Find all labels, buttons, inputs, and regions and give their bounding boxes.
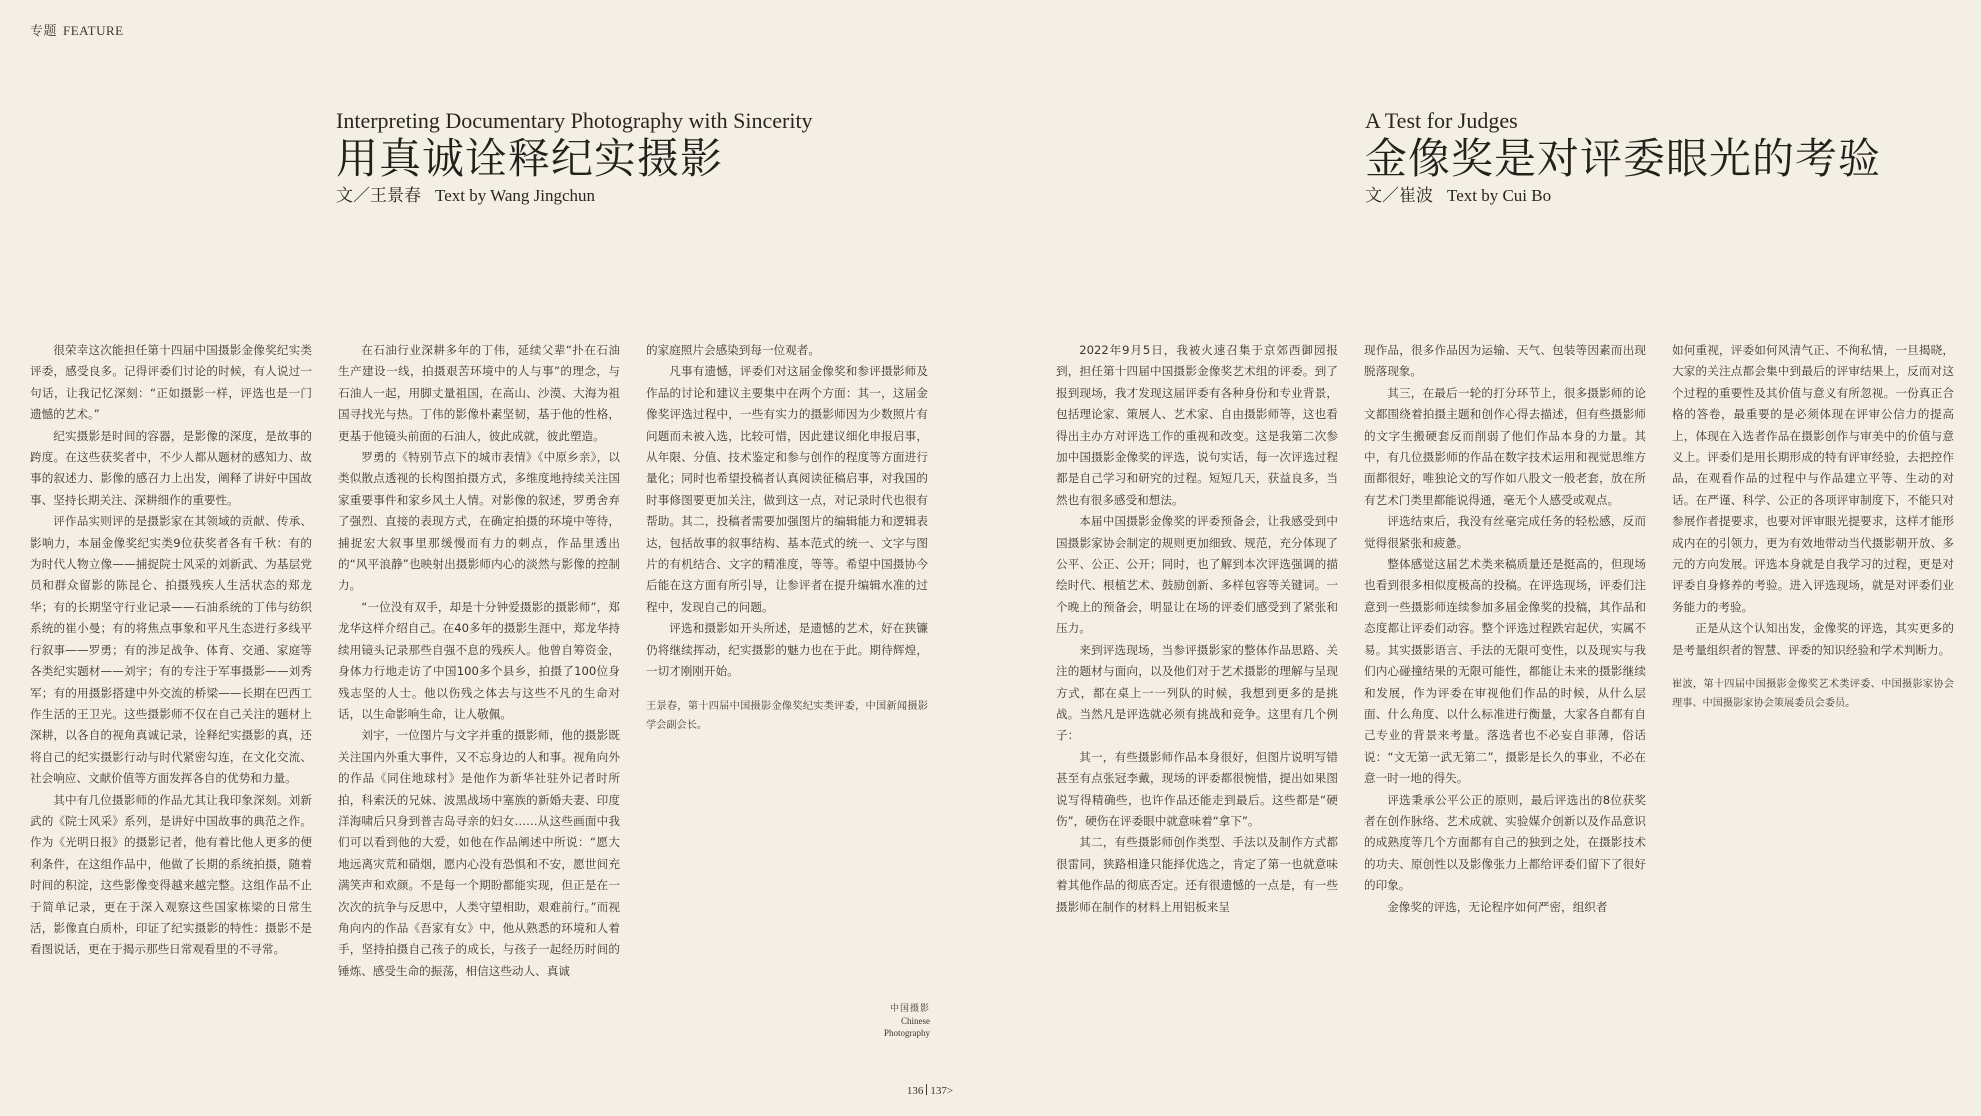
section-tag-zh: 专题 (30, 23, 58, 38)
paragraph: 在石油行业深耕多年的丁伟，延续父辈“扑在石油生产建设一线，拍摄艰苦环境中的人与事”的理念，与石油人一起，用脚丈量祖国，在高山、沙漠、大海为祖国寻找光与热。丁伟的影像朴素坚韧，基于他的性格，更基于他镜头前面的石油人，彼此成就，彼此塑造。 (338, 343, 620, 443)
left-article-byline (336, 184, 813, 208)
paragraph: 其三，在最后一轮的打分环节上，很多摄影师的论文都围绕着拍摄主题和创作心得去描述，但有些摄影师的文字生搬硬套反而削弱了他们作品本身的力量。其中，有几位摄影师的作品在数字技术运用和视觉思维方面都很好，唯独论文的写作如八股文一般老套，放在所有艺术门类里都能说得通，毫无个人感受或观点。 (1364, 385, 1646, 507)
logo-en-line2: Photography (884, 1028, 930, 1038)
right-byline-en: Text by Cui Bo (1447, 186, 1552, 205)
paragraph: 的家庭照片会感染到每一位观者。 (646, 343, 820, 357)
right-article-byline (1365, 184, 1881, 208)
paragraph: 其中有几位摄影师的作品尤其让我印象深刻。刘新武的《院士风采》系列，是讲好中国故事的典范之作。作为《光明日报》的摄影记者，他有着比他人更多的便利条件，在这组作品中，他做了长期的系统拍摄，随着时间的积淀，这些影像变得越来越完整。这组作品不止于简单记录，更在于深入观察这些国家栋梁的日常生活，影像直白质朴，印证了纪实摄影的特性：摄影不是看图说话，更在于揭示那些日常观看里的不寻常。 (30, 792, 312, 957)
paragraph: 很荣幸这次能担任第十四届中国摄影金像奖纪实类评委，感受良多。记得评委们讨论的时候，有人说过一句话，让我记忆深刻：“正如摄影一样，评选也是一门遗憾的艺术。” (30, 343, 312, 422)
paragraph: 评作品实则评的是摄影家在其领域的贡献、传承、影响力，本届金像奖纪实类9位获奖者各有千秋：有的为时代人物立像——捕捉院士风采的刘新武、为基层党员和群众留影的陈昆仑、拍摄残疾人生活状态的郑龙华；有的长期坚守行业记录——石油系统的丁伟与纺织系统的崔小曼；有的将焦点事象和平凡生态进行多线平行叙事——罗勇；有的涉足战争、体育、交通、家庭等各类纪实题材——刘宇；有的专注于军事摄影——刘秀军；有的用摄影搭建中外交流的桥梁——长期在巴西工作生活的王卫光。这些摄影师不仅在自己关注的题材上深耕，以各自的视角真诚记录，诠释纪实摄影的真，还将自己的纪实摄影行动与时代紧密勾连，在文化交流、社会响应、文献价值等方面发挥各自的优势和力量。 (30, 514, 312, 786)
logo-en-line1: Chinese (901, 1016, 930, 1026)
left-author-note: 王景春，第十四届中国摄影金像奖纪实类评委，中国新闻摄影学会副会长。 (646, 700, 928, 731)
left-article-column-3 (646, 340, 928, 770)
right-author-note: 崔波，第十四届中国摄影金像奖艺术类评委、中国摄影家协会理事、中国摄影家协会策展委员会委员。 (1672, 679, 1954, 710)
right-article-title-zh: 金像奖是对评委眼光的考验 (1365, 134, 1882, 183)
paragraph: 评选秉承公平公正的原则，最后评选出的8位获奖者在创作脉络、艺术成就、实验媒介创新以及作品意识的成熟度等几个方面都有自己的独到之处，在摄影技术的功夫、原创性以及影像张力上都给评委们留下了很好的印象。 (1364, 792, 1646, 893)
page-divider (926, 1084, 927, 1095)
paragraph: 其二，有些摄影师创作类型、手法以及制作方式都很雷同，狭路相逢只能择优选之，肯定了第一也就意味着其他作品的彻底否定。还有很遗憾的一点是，有一些摄影师在制作的材料上用铝板来呈 (1056, 835, 1338, 914)
right-article-title-block (1365, 108, 1881, 208)
logo-zh: 中国摄影 (889, 1004, 930, 1014)
left-article-title-en: Interpreting Documentary Photography with Sincerity (336, 108, 813, 133)
right-article-column-3 (1672, 340, 1954, 780)
paragraph: 如何重视，评委如何风清气正、不徇私情，一旦揭晓，大家的关注点都会集中到最后的评审结果上，反而对这个过程的重要性及其价值与意义有所忽视。一份真正合格的答卷，最重要的是必须体现在评审公信力的提高上，体现在入选者作品在摄影创作与审美中的价值与意义上。评委们是用长期形成的特有评审经验，去把控作品，在观看作品的过程中与作品建立平等、生动的对话。在严谨、科学、公正的各项评审制度下，不能只对参展作者提要求，也要对评审眼光提要求，这样才能形成内在的引领力，更为有效地带动当代摄影朝开放、多元的方向发展。评选本身就是自我学习的过程，更是对评委自身修养的考验。进入评选现场，就是对评委们业务能力的考验。 (1672, 343, 1954, 614)
paragraph: 罗勇的《特别节点下的城市表情》《中原乡亲》，以类似散点透视的长构图拍摄方式，多维度地持续关注国家重要事件和家乡风土人情。对影像的叙述，罗勇舍弃了强烈、直接的表现方式，在确定拍摄的环境中等待，捕捉宏大叙事里那缓慢而有力的刺点，作品里透出的“风平浪静”也映射出摄影师内心的淡然与影像的控制力。 (338, 450, 620, 593)
section-tag-en: FEATURE (63, 23, 124, 38)
page-number-left: 136 (906, 1085, 924, 1097)
page-number-right: 137> (930, 1085, 954, 1097)
left-article-column-2 (338, 340, 620, 1045)
paragraph: 凡事有遗憾，评委们对这届金像奖和参评摄影师及作品的讨论和建议主要集中在两个方面：其一，这届金像奖评选过程中，一些有实力的摄影师因为少数照片有问题而未被入选，比较可惜，因此建议细化申报启事，从年限、分值、技术鉴定和参与创作的程度等方面进行量化；同时也希望投稿者认真阅读征稿启事，对我国的时事修图要更加关注，做到这一点，对记录时代也很有帮助。其二，投稿者需要加强图片的编辑能力和逻辑表达，包括故事的叙事结构、基本范式的统一、文字与图片的有机结合、文字的精准度，等等。希望中国摄协今后能在这方面有所引导，让参评者在提升编辑水准的过程中，发现自己的问题。 (646, 364, 928, 614)
paragraph: 其一，有些摄影师作品本身很好，但图片说明写错甚至有点张冠李戴，现场的评委都很惋惜，提出如果图说写得精确些，也许作品还能走到最后。这些都是“硬伤”，硬伤在评委眼中就意味着“拿下”。 (1056, 749, 1338, 828)
left-article-column-1 (30, 340, 312, 1045)
paragraph: 刘宇，一位图片与文字并重的摄影师，他的摄影既关注国内外重大事件，又不忘身边的人和事。视角向外的作品《同住地球村》是他作为新华社驻外记者时所拍，科索沃的兄妹、波黑战场中塞族的新婚夫妻、印度洋海啸后只身到普吉岛寻亲的妇女……从这些画面中我们可以看到他的大爱，如他在作品阐述中所说：“愿大地远离灾荒和硝烟，愿内心没有恐惧和不安，愿世间充满笑声和欢颜。不是每一个期盼都能实现，但正是在一次次的抗争与反思中，人类守望相助，艰难前行。”而视角向内的作品《吾家有女》中，他从熟悉的环境和人着手，坚持拍摄自己孩子的成长，与孩子一起经历时间的锤炼、感受生命的振荡，相信这些动人、真诚 (338, 728, 620, 978)
paragraph: 2022年9月5日，我被火速召集于京郊西御园报到，担任第十四届中国摄影金像奖艺术组的评委。到了报到现场，我才发现这届评委有各种身份和专业背景，包括理论家、策展人、艺术家、自由摄影师等，这也看得出主办方对评选工作的重视和改变。这是我第二次参加中国摄影金像奖的评选，说句实话，每一次评选过程都是自己学习和研究的过程。短短几天，获益良多，当然也有很多感受和想法。 (1056, 343, 1338, 507)
left-article-title-block (336, 108, 813, 208)
paragraph: 纪实摄影是时间的容器，是影像的深度，是故事的跨度。在这些获奖者中，不少人都从题材的感知力、故事的叙述力、影像的感召力上出发，阐释了讲好中国故事、坚持长期关注、深耕细作的重要性。 (30, 428, 312, 507)
right-article-column-1 (1056, 340, 1338, 1045)
paragraph: “一位没有双手，却是十分钟爱摄影的摄影师”，郑龙华这样介绍自己。在40多年的摄影生涯中，郑龙华持续用镜头记录那些自强不息的残疾人。他曾自筹资金，身体力行地走访了中国100多个县乡，拍摄了100位身残志坚的人士。他以伤残之体去与这些不凡的生命对话，以生命影响生命，让人敬佩。 (338, 599, 620, 721)
paragraph: 本届中国摄影金像奖的评委预备会，让我感受到中国摄影家协会制定的规则更加细致、规范，充分体现了公平、公正、公开；同时，也了解到本次评选强调的描绘时代、根植艺术、鼓励创新、多样包容等关键词。一个晚上的预备会，明显让在场的评委们感受到了紧张和压力。 (1056, 514, 1338, 636)
left-article-title-zh: 用真诚诠释纪实摄影 (336, 134, 724, 183)
paragraph: 整体感觉这届艺术类来稿质量还是挺高的，但现场也看到很多相似度极高的投稿。在评选现场，评委们注意到一些摄影师连续参加多届金像奖的投稿，其作品和态度都让评委们动容。整个评选过程跌宕起伏，实属不易。其实摄影语言、手法的无限可变性，以及现实与我们内心碰撞结果的无限可能性，都能让未来的摄影继续和发展，作为评委在审视他们作品的时候，从什么层面、什么角度、以什么标准进行衡量，大家各自都有自己专业的背景来考量。落选者也不必妄自菲薄，俗话说：“文无第一武无第二”，摄影是长久的事业，不必在意一时一地的得失。 (1364, 557, 1646, 786)
paragraph: 金像奖的评选，无论程序如何严密，组织者 (1387, 899, 1608, 914)
right-article-column-2 (1364, 340, 1646, 1045)
left-byline-zh: 文／王景春 (336, 186, 421, 205)
right-byline-zh: 文／崔波 (1365, 186, 1433, 205)
section-tag (30, 20, 124, 39)
page-numbers (840, 1084, 1020, 1097)
paragraph: 正是从这个认知出发，金像奖的评选，其实更多的是考量组织者的智慧、评委的知识经验和学术判断力。 (1672, 621, 1954, 657)
paragraph: 评选和摄影如开头所述，是遗憾的艺术，好在狭镰仍将继续挥动，纪实摄影的魅力也在于此。期待辉煌，一切才刚刚开始。 (646, 621, 928, 679)
right-article-title-en: A Test for Judges (1365, 108, 1518, 133)
magazine-logo (864, 1003, 930, 1039)
left-byline-en: Text by Wang Jingchun (435, 186, 596, 205)
paragraph: 评选结束后，我没有丝毫完成任务的轻松感，反而觉得很紧张和疲惫。 (1364, 514, 1646, 550)
paragraph: 现作品，很多作品因为运输、天气、包装等因素而出现脱落现象。 (1364, 343, 1646, 379)
paragraph: 来到评选现场，当参评摄影家的整体作品思路、关注的题材与面向，以及他们对于艺术摄影的理解与呈现方式，都在桌上一一列队的时候，我想到更多的是挑战。当然凡是评选就必须有挑战和竞争。这里有几个例子： (1056, 642, 1338, 743)
